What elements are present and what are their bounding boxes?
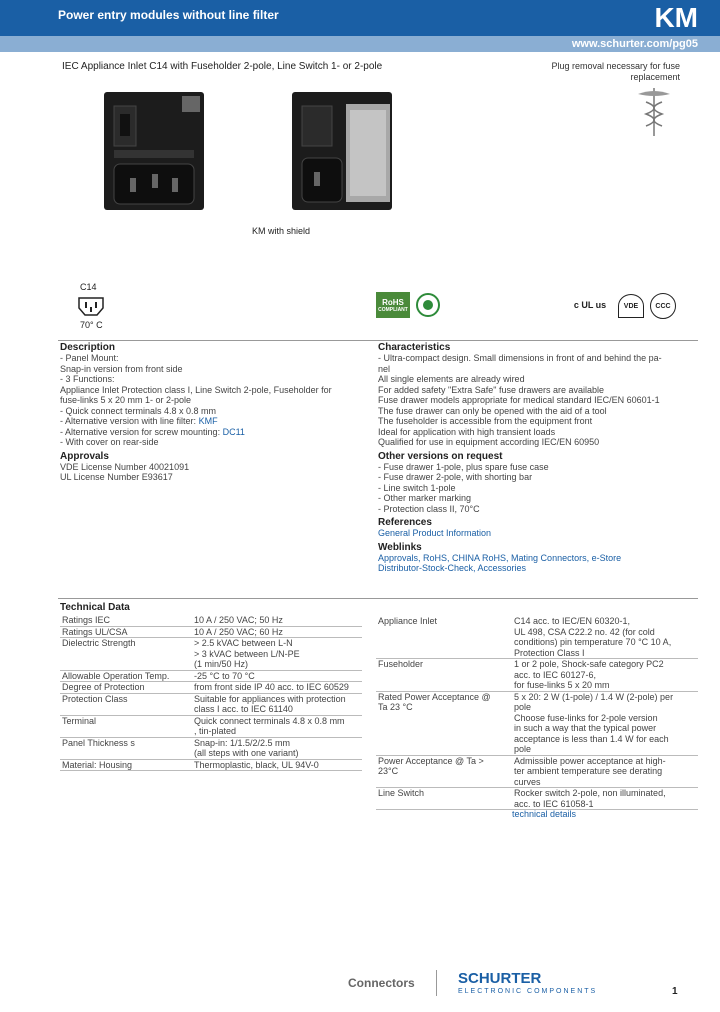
row-label: Ratings IEC <box>60 615 192 626</box>
divider <box>58 598 698 599</box>
table-row <box>60 615 362 626</box>
rohs-badge: RoHS COMPLIANT <box>376 292 410 318</box>
row-value: from front side IP 40 acc. to IEC 60529 <box>192 682 362 694</box>
list-item: For added safety "Extra Safe" fuse drawers are available <box>378 384 605 395</box>
list-item: - Line switch 1-pole <box>378 482 456 493</box>
list-item: The fuse drawer can only be opened with the aid of a tool <box>378 405 607 416</box>
description-heading: Description <box>60 342 116 353</box>
technical-details-link[interactable]: technical details <box>512 809 577 819</box>
row-label: Line Switch <box>376 788 512 810</box>
weblinks-heading: Weblinks <box>378 541 422 553</box>
list-item: All single elements are already wired <box>378 374 525 384</box>
website-link[interactable]: www.schurter.com/pg05 <box>571 38 698 50</box>
other-versions-list <box>378 462 698 515</box>
row-label: Appliance Inlet <box>376 616 512 659</box>
description-section <box>60 342 360 483</box>
list-item: - Fuse drawer 1-pole, plus spare fuse case <box>378 461 549 472</box>
vde-badge: VDE <box>618 294 644 318</box>
characteristics-section <box>378 342 698 574</box>
row-label: Ratings UL/CSA <box>60 626 192 638</box>
table-row <box>376 755 698 788</box>
row-value: 10 A / 250 VAC; 50 Hz <box>192 615 362 626</box>
approvals-heading: Approvals <box>60 450 109 462</box>
list-item: - Panel Mount: <box>60 353 119 363</box>
product-code: KM <box>654 2 698 33</box>
table-row <box>60 638 362 671</box>
list-item: - Alternative version with line filter: KMF <box>60 416 218 426</box>
china-rohs-icon <box>416 292 440 318</box>
list-item: Snap-in version from front side <box>60 363 183 374</box>
table-row <box>60 693 362 715</box>
weblinks-line-1[interactable]: Approvals, RoHS, CHINA RoHS, Mating Connectors, e-Store <box>378 552 622 563</box>
list-item: - Alternative version for screw mounting: DC11 <box>60 426 245 437</box>
brand-logo: SCHURTER <box>458 970 542 987</box>
row-value: 1 or 2 pole, Shock-safe category PC2 acc. to IEC 60127-6, for fuse-links 5 x 20 mm <box>512 659 698 692</box>
connector-label: C14 <box>80 282 97 292</box>
row-label: Allowable Operation Temp. <box>60 670 192 682</box>
list-item: UL License Number E93617 <box>60 472 173 482</box>
row-value: Thermoplastic, black, UL 94V-0 <box>192 759 362 771</box>
characteristics-list <box>378 353 698 448</box>
list-item: Appliance Inlet Protection class I, Line Switch 2-pole, Fuseholder for <box>60 384 332 395</box>
page-number: 1 <box>672 986 678 997</box>
table-row <box>60 715 362 737</box>
ul-recognized-badge: c UL us <box>573 300 607 310</box>
divider <box>58 340 698 341</box>
footer-divider <box>436 970 437 996</box>
fuse-note: Plug removal necessary for fuse replacement <box>551 61 680 82</box>
row-value: 10 A / 250 VAC; 60 Hz <box>192 626 362 638</box>
list-item: - Quick connect terminals 4.8 x 0.8 mm <box>60 405 217 416</box>
weblinks-line-2[interactable]: Distributor-Stock-Check, Accessories <box>378 563 527 573</box>
medical-caduceus-icon <box>636 86 672 136</box>
technical-data-right <box>376 616 698 820</box>
table-row <box>60 670 362 682</box>
technical-data-heading: Technical Data <box>60 602 130 613</box>
list-item: nel <box>378 363 391 374</box>
technical-data-table <box>60 615 362 771</box>
table-row <box>60 682 362 694</box>
list-item: - Fuse drawer 2-pole, with shorting bar <box>378 472 533 482</box>
row-value: Snap-in: 1/1.5/2/2.5 mm (all steps with one variant) <box>192 737 362 759</box>
technical-data-left <box>60 602 362 771</box>
list-item: Fuse drawer models appropriate for medical standard IEC/EN 60601-1 <box>378 395 660 405</box>
row-value: 5 x 20: 2 W (1-pole) / 1.4 W (2-pole) per pole Choose fuse-links for 2-pole version in such a way that the typical power acceptance is less than 1.4 W for each pole <box>512 691 698 755</box>
row-value: Admissible power acceptance at high- ter ambient temperature see derating curves <box>512 755 698 788</box>
row-label: Dielectric Strength <box>60 638 192 671</box>
approvals-list <box>60 462 360 483</box>
table-row <box>60 759 362 771</box>
description-list <box>60 353 360 448</box>
product-photo-km-shield <box>288 86 398 216</box>
dc11-link[interactable]: DC11 <box>222 426 245 437</box>
header-bar <box>0 0 720 36</box>
table-row <box>376 788 698 810</box>
characteristics-heading: Characteristics <box>378 342 451 353</box>
product-photo-km <box>100 86 210 216</box>
list-item: Qualified for use in equipment according IEC/EN 60950 <box>378 437 600 447</box>
table-row <box>60 737 362 759</box>
list-item: - Protection class II, 70°C <box>378 503 480 514</box>
row-value: C14 acc. to IEC/EN 60320-1, UL 498, CSA C22.2 no. 42 (for cold conditions) pin temperature 70 °C 10 A, Protection Class I <box>512 616 698 659</box>
url-bar <box>0 36 720 52</box>
other-versions-heading: Other versions on request <box>378 450 503 462</box>
row-value: Rocker switch 2-pole, non illuminated, acc. to IEC 61058-1 <box>512 788 698 810</box>
row-label: Material: Housing <box>60 759 192 771</box>
list-item: The fuseholder is accessible from the equipment front <box>378 416 593 426</box>
row-label: Panel Thickness s <box>60 737 192 759</box>
ccc-badge: CCC <box>650 293 676 319</box>
list-item: - Other marker marking <box>378 493 472 503</box>
temperature-label: 70° C <box>80 320 103 330</box>
technical-data-table-right <box>376 616 698 810</box>
footer-section: Connectors <box>348 976 415 990</box>
row-value: Quick connect terminals 4.8 x 0.8 mm , tin-plated <box>192 715 362 737</box>
series-title: Power entry modules without line filter <box>58 8 279 22</box>
table-row <box>376 691 698 755</box>
list-item: Ideal for application with high transient loads <box>378 426 556 437</box>
row-value: -25 °C to 70 °C <box>192 670 362 682</box>
list-item: - 3 Functions: <box>60 374 115 384</box>
list-item: - Ultra-compact design. Small dimensions in front of and behind the pa- <box>378 353 662 363</box>
row-label: Fuseholder <box>376 659 512 692</box>
brand-tagline: ELECTRONIC COMPONENTS <box>458 988 598 995</box>
general-product-info-link[interactable]: General Product Information <box>378 528 492 538</box>
list-item: fuse-links 5 x 20 mm 1- or 2-pole <box>60 395 192 405</box>
row-value: Suitable for appliances with protection class I acc. to IEC 61140 <box>192 693 362 715</box>
row-value: > 2.5 kVAC between L-N > 3 kVAC between L/N-PE (1 min/50 Hz) <box>192 638 362 671</box>
list-item: - With cover on rear-side <box>60 437 159 447</box>
photo-caption: KM with shield <box>252 226 311 236</box>
row-label: Rated Power Acceptance @ Ta 23 °C <box>376 691 512 755</box>
c14-inlet-icon <box>76 294 106 318</box>
row-label: Terminal <box>60 715 192 737</box>
row-label: Power Acceptance @ Ta > 23°C <box>376 755 512 788</box>
product-title: IEC Appliance Inlet C14 with Fuseholder 2-pole, Line Switch 1- or 2-pole <box>62 61 383 72</box>
kmf-link[interactable]: KMF <box>198 416 218 426</box>
row-label: Protection Class <box>60 693 192 715</box>
list-item: VDE License Number 40021091 <box>60 461 190 472</box>
row-label: Degree of Protection <box>60 682 192 694</box>
table-row <box>376 616 698 659</box>
references-heading: References <box>378 517 432 528</box>
table-row <box>376 659 698 692</box>
table-row <box>60 626 362 638</box>
